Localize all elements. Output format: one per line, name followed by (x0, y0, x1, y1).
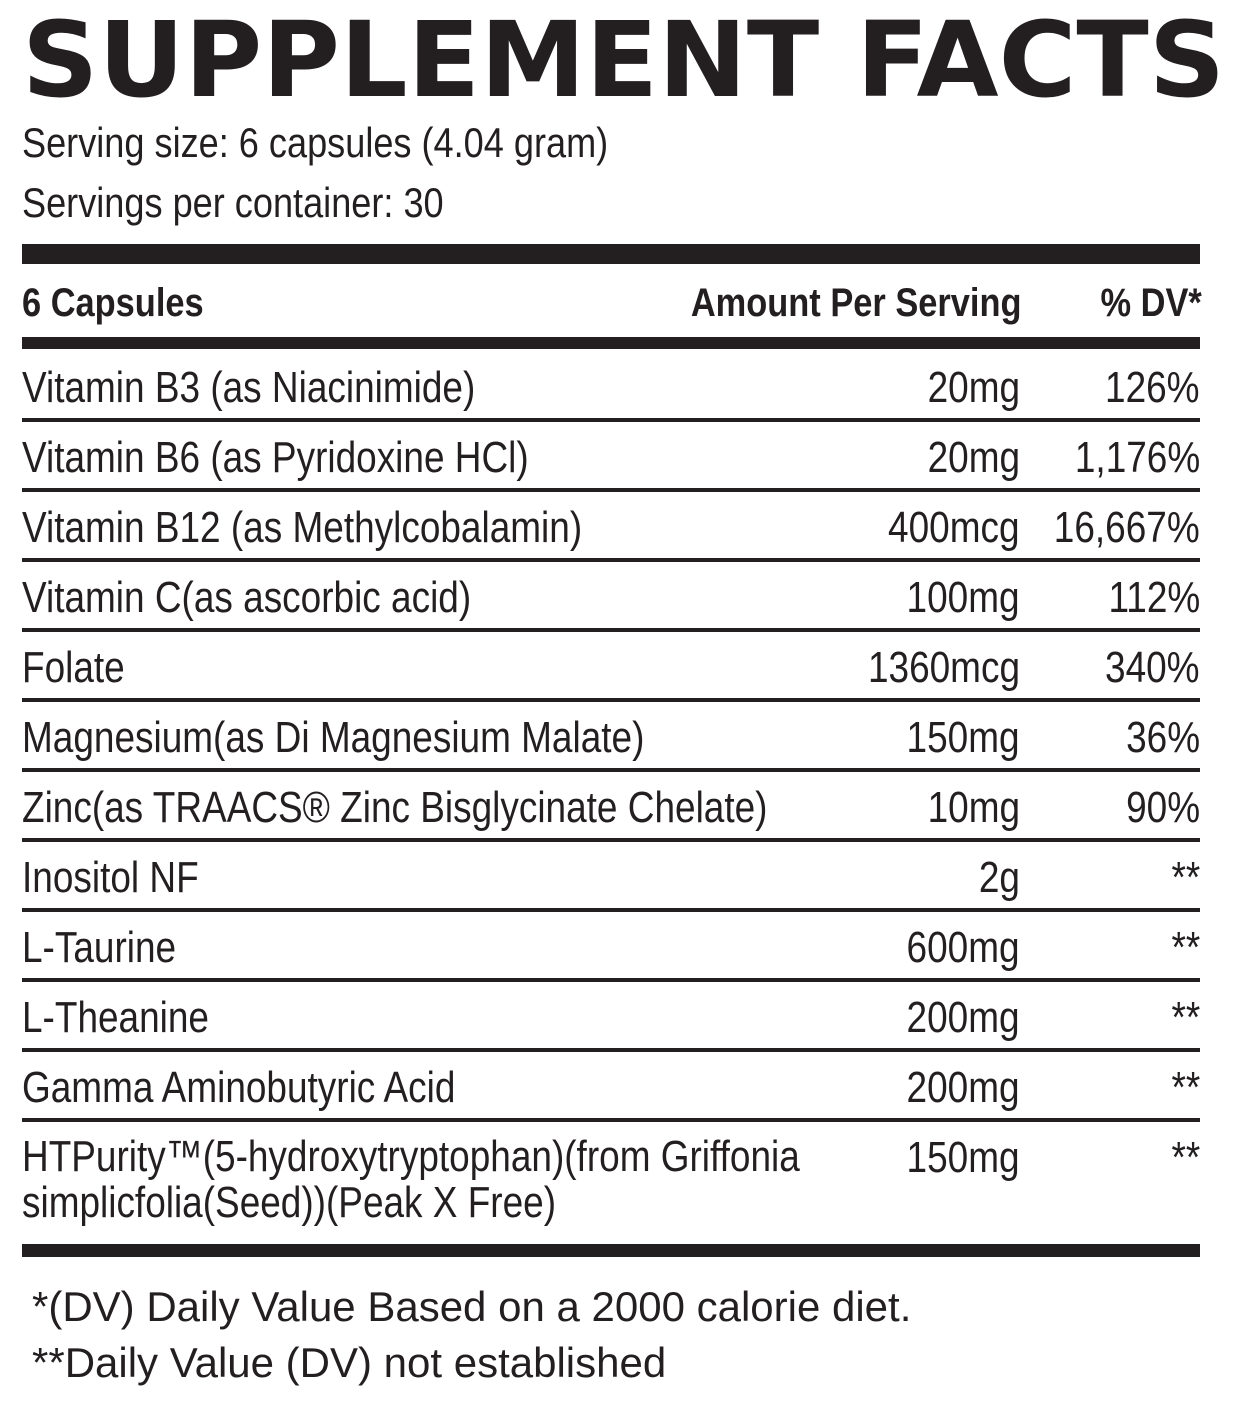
footnote-not-established: **Daily Value (DV) not established (32, 1339, 667, 1386)
nutrient-dv: 36% (1126, 713, 1200, 762)
nutrient-amount: 600mg (906, 923, 1020, 972)
column-header-dv: % DV* (1100, 281, 1202, 325)
nutrient-dv: 112% (1108, 573, 1200, 622)
nutrient-amount: 1360mcg (867, 643, 1020, 692)
column-header-name: 6 Capsules (22, 281, 204, 325)
footnote-dv: *(DV) Daily Value Based on a 2000 calorie diet. (32, 1283, 912, 1330)
nutrient-name: Magnesium(as Di Magnesium Malate) (22, 713, 645, 762)
label-title: SUPPLEMENT FACTS (22, 0, 1226, 121)
nutrient-dv: 126% (1105, 363, 1200, 412)
nutrient-dv: 16,667% (1054, 503, 1200, 552)
nutrient-row (22, 842, 1200, 912)
nutrient-row (22, 982, 1200, 1052)
nutrient-row (22, 772, 1200, 842)
nutrient-dv: ** (1171, 1133, 1200, 1182)
nutrient-dv: ** (1171, 993, 1200, 1042)
nutrient-dv: 340% (1105, 643, 1200, 692)
nutrient-row (22, 912, 1200, 982)
nutrient-row (22, 632, 1200, 702)
nutrient-dv: 90% (1126, 783, 1200, 832)
nutrient-name: L-Theanine (22, 993, 209, 1042)
nutrient-name: Vitamin B6 (as Pyridoxine HCl) (22, 433, 529, 482)
nutrient-row (22, 562, 1200, 632)
nutrient-dv: 1,176% (1074, 433, 1200, 482)
nutrient-name: Vitamin B3 (as Niacinimide) (22, 363, 476, 412)
servings-per-container: Servings per container: 30 (22, 179, 444, 226)
nutrient-table (22, 352, 1200, 1242)
nutrient-name: L-Taurine (22, 923, 177, 972)
nutrient-amount: 200mg (906, 993, 1020, 1042)
nutrient-amount: 10mg (927, 783, 1020, 832)
nutrient-name: Gamma Aminobutyric Acid (22, 1063, 456, 1112)
supplement-facts-label (22, 0, 1226, 1406)
header-divider (22, 337, 1200, 349)
nutrient-amount: 400mcg (888, 503, 1020, 552)
nutrient-name: Folate (22, 643, 125, 692)
column-header-amount: Amount Per Serving (691, 281, 1022, 325)
nutrient-amount: 2g (978, 853, 1020, 902)
nutrient-row (22, 492, 1200, 562)
nutrient-row (22, 1052, 1200, 1122)
nutrient-name: Vitamin C(as ascorbic acid) (22, 573, 472, 622)
nutrient-name: Vitamin B12 (as Methylcobalamin) (22, 503, 583, 552)
nutrient-amount: 100mg (906, 573, 1020, 622)
nutrient-amount: 20mg (927, 433, 1020, 482)
nutrient-row (22, 422, 1200, 492)
nutrient-name: Inositol NF (22, 853, 199, 902)
nutrient-dv: ** (1171, 923, 1200, 972)
nutrient-row (22, 352, 1200, 422)
nutrient-row (22, 702, 1200, 772)
nutrient-row (22, 1122, 1200, 1242)
nutrient-dv: ** (1171, 853, 1200, 902)
nutrient-amount: 200mg (906, 1063, 1020, 1112)
nutrient-dv: ** (1171, 1063, 1200, 1112)
nutrient-amount: 150mg (906, 1133, 1020, 1182)
nutrient-name: HTPurity™(5-hydroxytryptophan)(from Griffonia simplicfolia(Seed))(Peak X Free) (22, 1132, 800, 1227)
thick-divider-bottom (22, 1244, 1200, 1257)
nutrient-amount: 20mg (927, 363, 1020, 412)
nutrient-name: Zinc(as TRAACS® Zinc Bisglycinate Chelate) (22, 783, 768, 832)
nutrient-amount: 150mg (906, 713, 1020, 762)
thick-divider-top (22, 244, 1200, 264)
serving-size: Serving size: 6 capsules (4.04 gram) (22, 119, 609, 166)
